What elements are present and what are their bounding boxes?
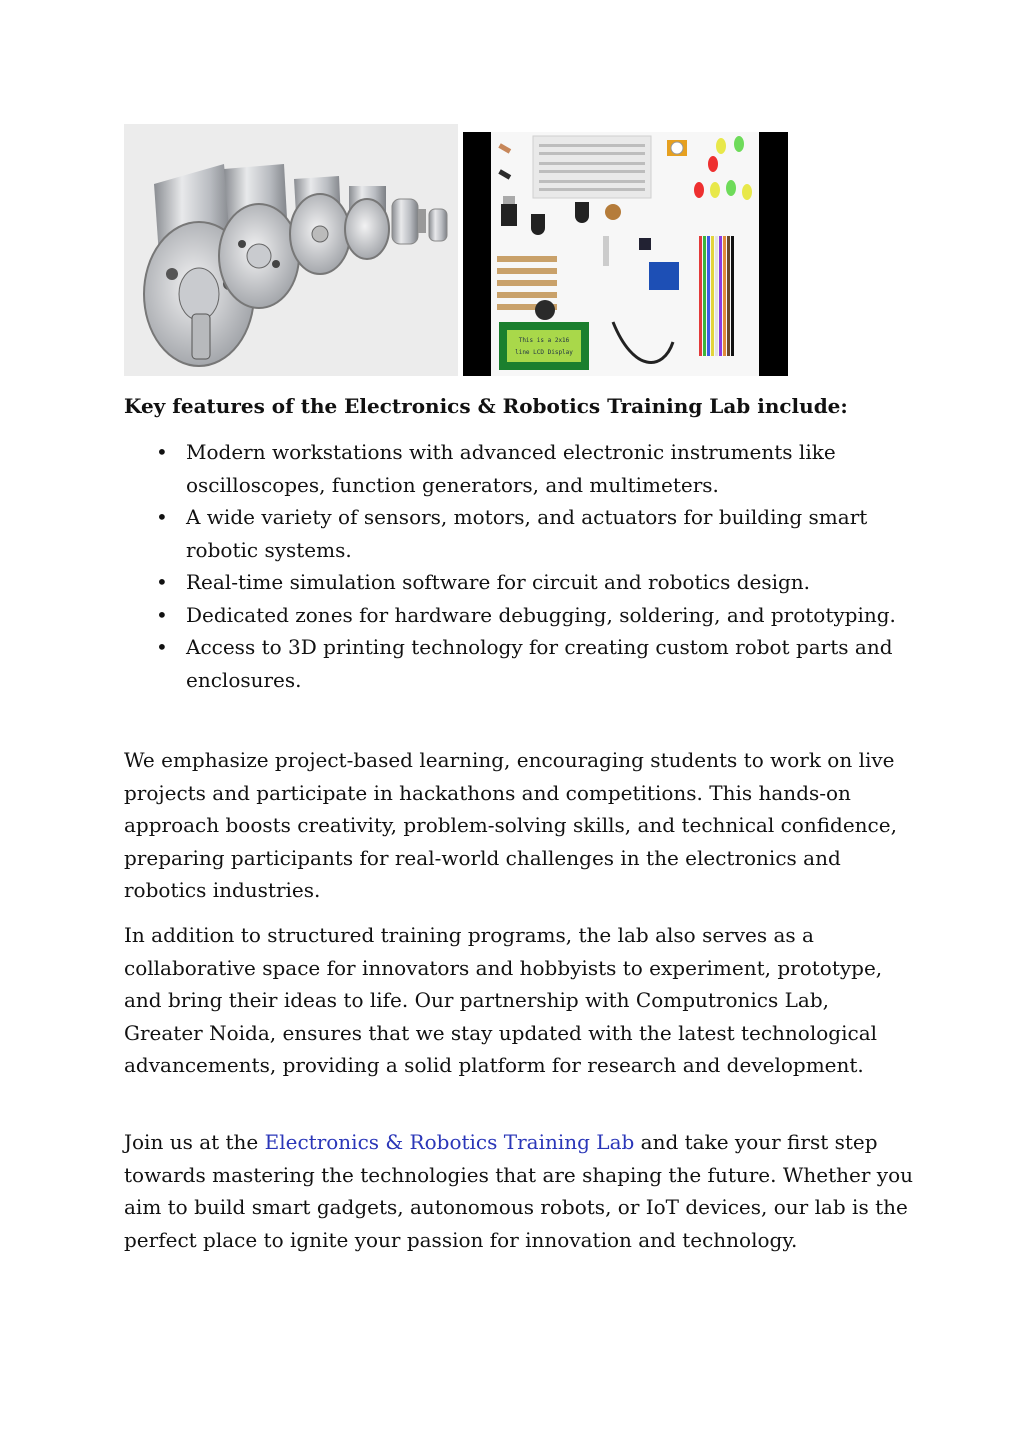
list-item [124, 631, 904, 696]
feature-text: Access to 3D printing technology for creating custom robot parts and enclosures. [186, 635, 893, 692]
bullet-icon: • [156, 570, 168, 594]
bullet-icon: • [156, 440, 168, 464]
bullet-icon: • [156, 602, 168, 627]
image-row [124, 124, 788, 376]
paragraph-collaboration: In addition to structured training programs, the lab also serves as a collaborative space for innovators and hobbyists to experiment, prototype, and bring their ideas to life. Our partnership with Computronics Lab, Greater Noida, ensures that we stay updated with the latest technological advancements, providing a solid platform for research and development. [124, 923, 883, 1077]
lab-link[interactable]: Electronics & Robotics Training Lab [264, 1130, 635, 1154]
lcd-line-1: This is a 2x16 [518, 337, 570, 344]
list-item [124, 501, 904, 566]
join-text-after: and take your first step towards mastering the technologies that are shaping the future. Whether you aim to build smart gadgets, autonomous robots, or IoT devices, our lab is the perfect place to ignite your passion for innovation and technology. [124, 1130, 914, 1252]
paragraph-join-us [124, 1126, 914, 1256]
join-text-before: Join us at the [124, 1130, 265, 1154]
lcd-line-2: line LCD Display [515, 349, 573, 356]
feature-text: Modern workstations with advanced electronic instruments like oscilloscopes, function generators, and multimeters. [186, 440, 836, 497]
list-item [124, 599, 904, 632]
features-heading: Key features of the Electronics & Robotics Training Lab include: [124, 394, 848, 418]
electronics-kit-image [463, 132, 788, 376]
feature-text: Dedicated zones for hardware debugging, soldering, and prototyping. [186, 602, 896, 627]
bullet-icon: • [156, 505, 168, 529]
list-item [124, 436, 904, 501]
feature-text: A wide variety of sensors, motors, and actuators for building smart robotic systems. [186, 505, 868, 562]
feature-text: Real-time simulation software for circuit and robotics design. [186, 570, 811, 594]
list-item [124, 566, 904, 599]
paragraph-project-learning: We emphasize project-based learning, encouraging students to work on live projects and participate in hackathons and competitions. This hands-on approach boosts creativity, problem-solving skills, and technical confidence, preparing participants for real-world challenges in the electronics and robotics industries. [124, 748, 897, 902]
bullet-icon: • [156, 635, 168, 659]
features-list [124, 436, 904, 696]
dc-motors-image [124, 124, 458, 376]
